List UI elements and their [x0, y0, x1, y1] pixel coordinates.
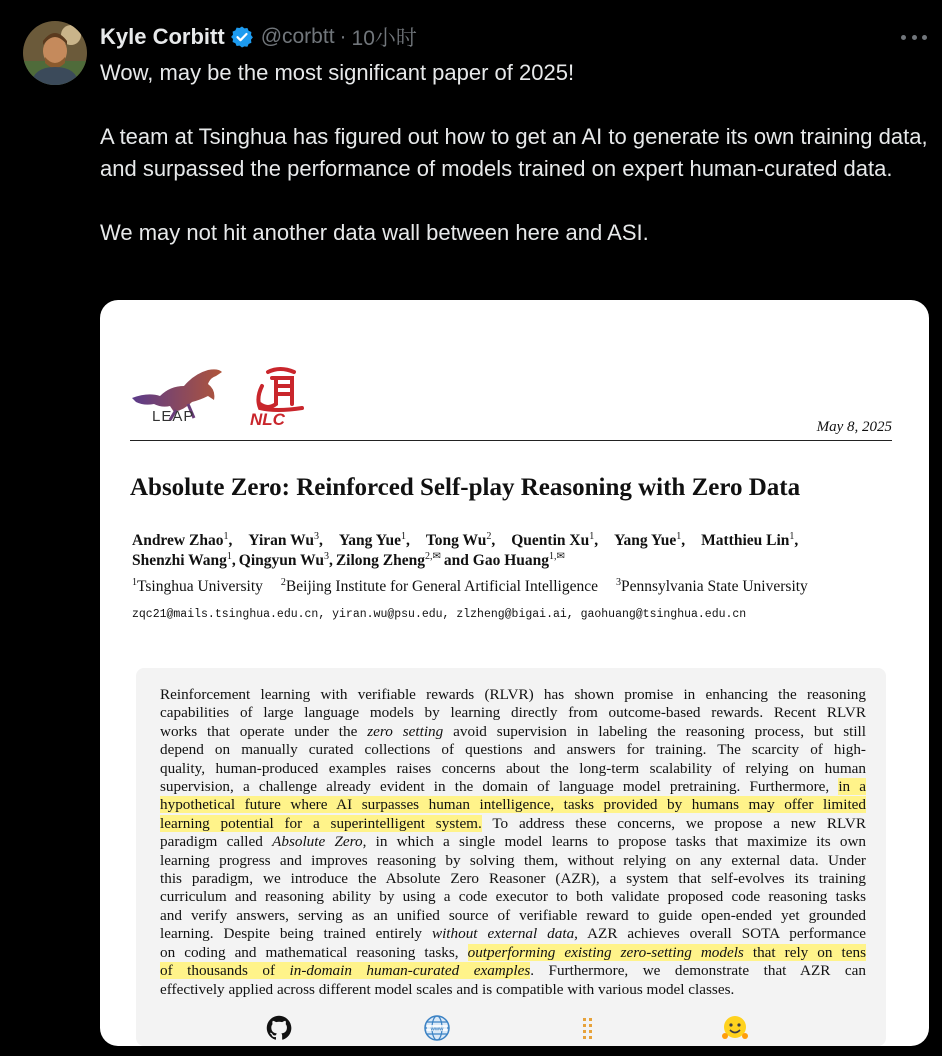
abstract-line: supervision, a challenge already evident in the domain of language model pretraining. Furthermore, in a [160, 778, 866, 796]
author-name: Tong Wu$^2$, [425, 530, 496, 549]
abstract-line: learning potential for a superintelligent system. To address these concerns, we propose a new RLVR [160, 814, 866, 832]
paper-emails: zqc21@mails.tsinghua.edu.cn, yiran.wu@psu.edu, zlzheng@bigai.ai, gaohuang@tsinghua.edu.cn [132, 608, 747, 621]
author-line [132, 551, 902, 571]
abstract-line: depend on manually curated collections of questions and answers for training. The scarcity of high- [160, 741, 866, 759]
author-name: Qingyun Wu$^3$, [238, 550, 333, 569]
nlc-logo-text: NLC [250, 410, 285, 429]
tweet-paragraph: Wow, may be the most significant paper of 2025! [100, 60, 575, 85]
author-name: Yang Yue$^1$, [338, 530, 410, 549]
tweet-header [100, 22, 417, 52]
more-options-icon[interactable] [901, 28, 927, 46]
paper-abstract [160, 686, 866, 999]
abstract-line: learning progress and improves reasoning by solving them, without relying on any external data. Under [160, 851, 866, 869]
author-name[interactable]: Kyle Corbitt [100, 24, 225, 49]
abstract-line: capabilities of large language models by learning directly from outcome-based rewards. Recent RLVR [160, 704, 866, 722]
affiliation: $^3$Pennsylvania State University [615, 576, 808, 595]
abstract-line: curriculum and reasoning ability by using a code executor to both validate proposed code reasoning tasks [160, 888, 866, 906]
abstract-line: effectively applied across different model scales and is compatible with various model classes. [160, 980, 735, 998]
tweet-timestamp[interactable]: 10小时 [351, 27, 417, 50]
nlc-logo [246, 364, 322, 434]
author-name: Matthieu Lin$^1$, [701, 530, 799, 549]
tweet-paragraph: We may not hit another data wall between here and ASI. [100, 220, 649, 245]
svg-text:www: www [430, 1026, 444, 1033]
abstract-line: works that operate under the zero setting avoid supervision in labeling the reasoning process, but still [160, 722, 866, 740]
author-name: and Gao Huang$^{1,✉}$ [443, 550, 565, 569]
dots-grid-icon [577, 1014, 607, 1042]
author-name: Yiran Wu$^3$, [248, 530, 323, 549]
affiliation: $^2$Beijing Institute for General Artificial Intelligence [280, 576, 598, 595]
author-handle[interactable]: @corbtt [260, 25, 335, 48]
author-name: Zilong Zheng$^{2,✉}$ [335, 550, 441, 569]
leap-logo-text: LEAP [152, 408, 195, 425]
abstract-line: quality, human-produced examples raises concerns about the long-term scalability of relying on human [160, 759, 866, 777]
paper-title: Absolute Zero: Reinforced Self-play Reasoning with Zero Data [130, 474, 801, 501]
github-icon [264, 1014, 294, 1042]
tweet-text [100, 57, 930, 249]
abstract-line: and verify answers, serving as an unified source of verifiable reward to guide open-ended yet grounded [160, 906, 866, 924]
leap-logo [130, 360, 226, 434]
affiliation: $^1$Tsinghua University [132, 576, 263, 595]
paper-screenshot [100, 300, 929, 1046]
author-line [132, 531, 902, 551]
abstract-line: paradigm called Absolute Zero, in which a single model learns to propose tasks that maximize its own [160, 833, 867, 851]
author-name: Andrew Zhao$^1$, [132, 530, 233, 549]
avatar-image [23, 21, 87, 85]
abstract-line: on coding and mathematical reasoning tasks, outperforming existing zero-setting models that rely on tens [160, 943, 866, 961]
tweet-paragraph: A team at Tsinghua has figured out how to get an AI to generate its own training data, and surpassed the performance of models trained on expert human-curated data. [100, 124, 928, 181]
abstract-line: this paradigm, we introduce the Absolute Zero Reasoner (AZR), a system that self-evolves its training [160, 870, 866, 888]
paper-authors [132, 531, 902, 571]
abstract-line: of thousands of in-domain human-curated examples. Furthermore, we demonstrate that AZR can [160, 962, 866, 980]
abstract-line: learning. Despite being trained entirely without external data, AZR achieves overall SOTA performance [160, 925, 866, 943]
tweet-media-image[interactable] [100, 300, 929, 1046]
paper-date: May 8, 2025 [816, 419, 892, 435]
paper-affiliations [132, 578, 902, 596]
abstract-line: Reinforcement learning with verifiable rewards (RLVR) has shown promise in enhancing the reasoning [160, 686, 866, 703]
author-name: Yang Yue$^1$, [614, 530, 686, 549]
author-name: Quentin Xu$^1$, [511, 530, 599, 549]
author-name: Shenzhi Wang$^1$, [132, 550, 236, 569]
separator-dot: · [339, 25, 347, 48]
header-rule [130, 440, 892, 441]
globe-icon [422, 1014, 452, 1042]
avatar[interactable] [23, 21, 87, 85]
huggingface-icon [720, 1014, 750, 1042]
verified-badge-icon [230, 25, 254, 49]
abstract-line: hypothetical future where AI surpasses human intelligence, tasks provided by humans may offer limited [160, 796, 866, 814]
